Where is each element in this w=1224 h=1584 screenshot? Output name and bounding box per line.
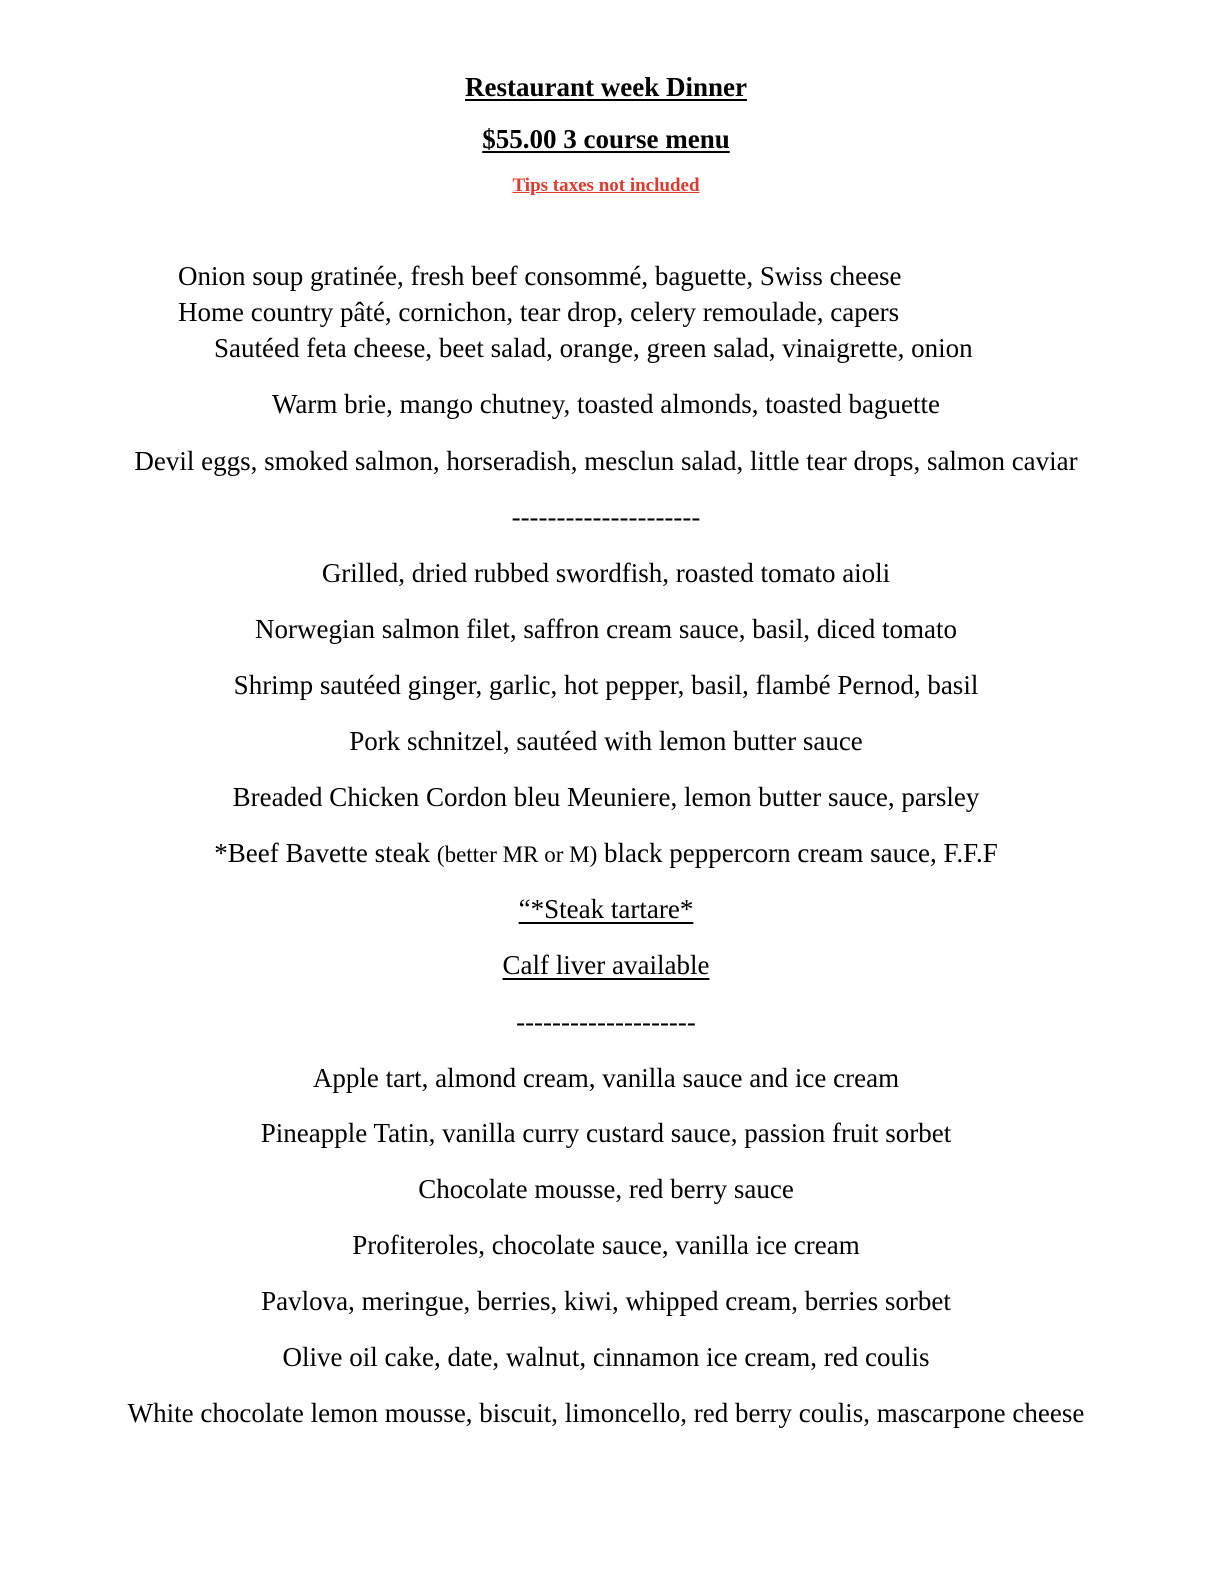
main-item: Grilled, dried rubbed swordfish, roasted tomato aioli [321,558,891,588]
main-item: Shrimp sautéed ginger, garlic, hot pepper, basil, flambé Pernod, basil [233,670,979,700]
main-item: Pork schnitzel, sautéed with lemon butter sauce [349,726,863,756]
steak-tartare: “*Steak tartare* [518,894,694,924]
bavette-doneness-note: (better MR or M) [436,842,598,867]
starter-item: Onion soup gratinée, fresh beef consommé, baguette, Swiss cheese [178,261,902,291]
main-item-bavette [0,840,1212,867]
starter-item: Devil eggs, smoked salmon, horseradish, mesclun salad, little tear drops, salmon caviar [134,446,1078,476]
calf-liver: Calf liver available [502,950,710,980]
dessert-item: Profiteroles, chocolate sauce, vanilla ice cream [352,1230,860,1260]
dessert-item: Pavlova, meringue, berries, kiwi, whipped cream, berries sorbet [261,1286,951,1316]
starter-item: Home country pâté, cornichon, tear drop, celery remoulade, capers [178,297,900,327]
starter-item: Warm brie, mango chutney, toasted almonds, toasted baguette [272,389,940,419]
main-item: Breaded Chicken Cordon bleu Meuniere, lemon butter sauce, parsley [232,782,980,812]
menu-title: Restaurant week Dinner [465,72,747,102]
dessert-item: Chocolate mousse, red berry sauce [418,1174,794,1204]
course-separator: -------------------- [516,1007,696,1037]
dessert-item: Apple tart, almond cream, vanilla sauce and ice cream [312,1063,900,1093]
dessert-item: White chocolate lemon mousse, biscuit, limoncello, red berry coulis, mascarpone cheese [127,1398,1085,1428]
tips-note: Tips taxes not included [512,175,700,196]
bavette-name: *Beef Bavette steak [214,838,437,868]
course-separator: --------------------- [511,502,701,532]
price-line: $55.00 3 course menu [482,124,730,154]
special-item [0,896,1212,923]
dessert-item: Pineapple Tatin, vanilla curry custard sauce, passion fruit sorbet [260,1118,952,1148]
special-item [0,952,1212,979]
bavette-sauce: black peppercorn cream sauce, F.F.F [597,838,998,868]
dessert-item: Olive oil cake, date, walnut, cinnamon ice cream, red coulis [282,1342,930,1372]
starter-item: Sautéed feta cheese, beet salad, orange, green salad, vinaigrette, onion [214,333,973,363]
main-item: Norwegian salmon filet, saffron cream sauce, basil, diced tomato [254,614,957,644]
